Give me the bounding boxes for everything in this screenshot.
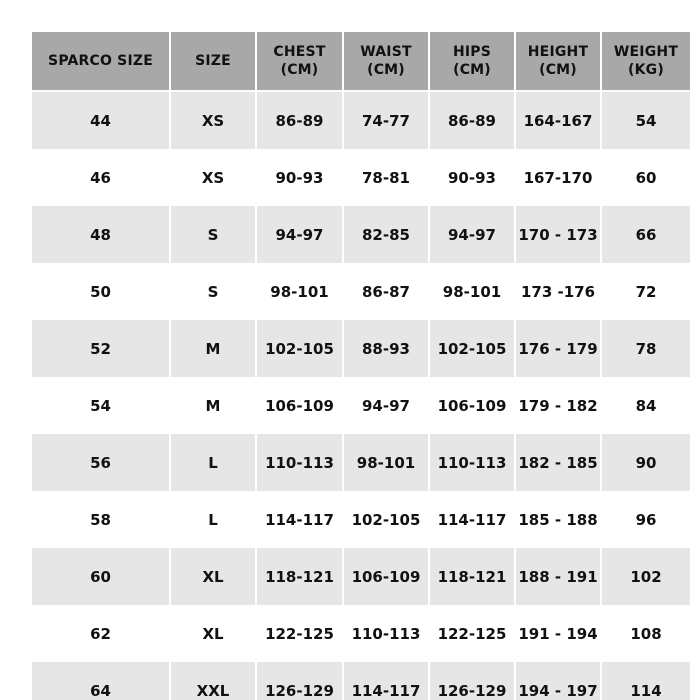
cell-size: M: [171, 320, 255, 377]
cell-waist: 110-113: [344, 605, 428, 662]
table-row: [32, 662, 690, 700]
cell-sparco-size: 44: [32, 92, 169, 149]
cell-size: S: [171, 206, 255, 263]
header-label: (CM): [367, 62, 405, 78]
table-row: [32, 377, 690, 434]
header-row: [32, 32, 690, 92]
cell-sparco-size: 64: [32, 662, 169, 700]
header-label: SIZE: [195, 53, 231, 69]
cell-weight: 114: [602, 662, 690, 700]
cell-weight: 60: [602, 149, 690, 206]
cell-height: 176 - 179: [516, 320, 600, 377]
cell-chest: 110-113: [257, 434, 342, 491]
cell-size: XL: [171, 548, 255, 605]
cell-size: M: [171, 377, 255, 434]
cell-weight: 90: [602, 434, 690, 491]
header-chest: [257, 32, 342, 92]
cell-waist: 78-81: [344, 149, 428, 206]
cell-sparco-size: 52: [32, 320, 169, 377]
header-label: (CM): [539, 62, 577, 78]
cell-size: XXL: [171, 662, 255, 700]
cell-height: 188 - 191: [516, 548, 600, 605]
cell-weight: 54: [602, 92, 690, 149]
table-row: [32, 491, 690, 548]
cell-height: 173 -176: [516, 263, 600, 320]
cell-weight: 72: [602, 263, 690, 320]
header-label: HEIGHT: [527, 44, 589, 60]
cell-weight: 96: [602, 491, 690, 548]
cell-size: L: [171, 491, 255, 548]
header-label: WEIGHT: [613, 44, 679, 60]
cell-chest: 94-97: [257, 206, 342, 263]
cell-sparco-size: 54: [32, 377, 169, 434]
cell-chest: 86-89: [257, 92, 342, 149]
header-label: (CM): [453, 62, 491, 78]
cell-hips: 94-97: [430, 206, 514, 263]
header-height: [516, 32, 600, 92]
cell-sparco-size: 60: [32, 548, 169, 605]
cell-waist: 102-105: [344, 491, 428, 548]
cell-hips: 110-113: [430, 434, 514, 491]
cell-chest: 126-129: [257, 662, 342, 700]
cell-weight: 78: [602, 320, 690, 377]
cell-height: 170 - 173: [516, 206, 600, 263]
cell-height: 179 - 182: [516, 377, 600, 434]
header-label: HIPS: [452, 44, 492, 60]
header-label: WAIST: [360, 44, 412, 60]
cell-waist: 88-93: [344, 320, 428, 377]
cell-sparco-size: 58: [32, 491, 169, 548]
header-label: (CM): [280, 62, 319, 78]
header-waist: [344, 32, 428, 92]
cell-height: 185 - 188: [516, 491, 600, 548]
table-row: [32, 263, 690, 320]
cell-size: XS: [171, 149, 255, 206]
cell-sparco-size: 56: [32, 434, 169, 491]
cell-hips: 102-105: [430, 320, 514, 377]
cell-waist: 106-109: [344, 548, 428, 605]
cell-size: L: [171, 434, 255, 491]
cell-sparco-size: 46: [32, 149, 169, 206]
cell-size: XS: [171, 92, 255, 149]
header-weight: [602, 32, 690, 92]
header-label: CHEST: [273, 44, 326, 60]
table-row: [32, 149, 690, 206]
size-chart-table: [30, 32, 692, 700]
cell-hips: 122-125: [430, 605, 514, 662]
table-row: [32, 434, 690, 491]
cell-waist: 74-77: [344, 92, 428, 149]
cell-hips: 118-121: [430, 548, 514, 605]
cell-height: 194 - 197: [516, 662, 600, 700]
header-sparco-size: [32, 32, 169, 92]
cell-chest: 114-117: [257, 491, 342, 548]
table-row: [32, 605, 690, 662]
header-label: SPARCO SIZE: [48, 53, 153, 69]
cell-hips: 106-109: [430, 377, 514, 434]
cell-chest: 122-125: [257, 605, 342, 662]
table-row: [32, 206, 690, 263]
cell-waist: 98-101: [344, 434, 428, 491]
cell-weight: 102: [602, 548, 690, 605]
cell-waist: 82-85: [344, 206, 428, 263]
cell-weight: 84: [602, 377, 690, 434]
cell-waist: 114-117: [344, 662, 428, 700]
cell-size: XL: [171, 605, 255, 662]
cell-hips: 98-101: [430, 263, 514, 320]
cell-waist: 94-97: [344, 377, 428, 434]
cell-height: 167-170: [516, 149, 600, 206]
header-hips: [430, 32, 514, 92]
cell-height: 164-167: [516, 92, 600, 149]
cell-hips: 126-129: [430, 662, 514, 700]
cell-height: 191 - 194: [516, 605, 600, 662]
header-label: (KG): [628, 62, 664, 78]
cell-chest: 102-105: [257, 320, 342, 377]
cell-sparco-size: 48: [32, 206, 169, 263]
table-body: [32, 92, 690, 700]
cell-weight: 108: [602, 605, 690, 662]
cell-chest: 98-101: [257, 263, 342, 320]
table-row: [32, 92, 690, 149]
cell-hips: 114-117: [430, 491, 514, 548]
cell-weight: 66: [602, 206, 690, 263]
header-size: [171, 32, 255, 92]
cell-chest: 106-109: [257, 377, 342, 434]
cell-sparco-size: 50: [32, 263, 169, 320]
cell-sparco-size: 62: [32, 605, 169, 662]
cell-hips: 90-93: [430, 149, 514, 206]
table-row: [32, 548, 690, 605]
cell-chest: 90-93: [257, 149, 342, 206]
cell-height: 182 - 185: [516, 434, 600, 491]
cell-hips: 86-89: [430, 92, 514, 149]
table-row: [32, 320, 690, 377]
cell-size: S: [171, 263, 255, 320]
cell-waist: 86-87: [344, 263, 428, 320]
cell-chest: 118-121: [257, 548, 342, 605]
